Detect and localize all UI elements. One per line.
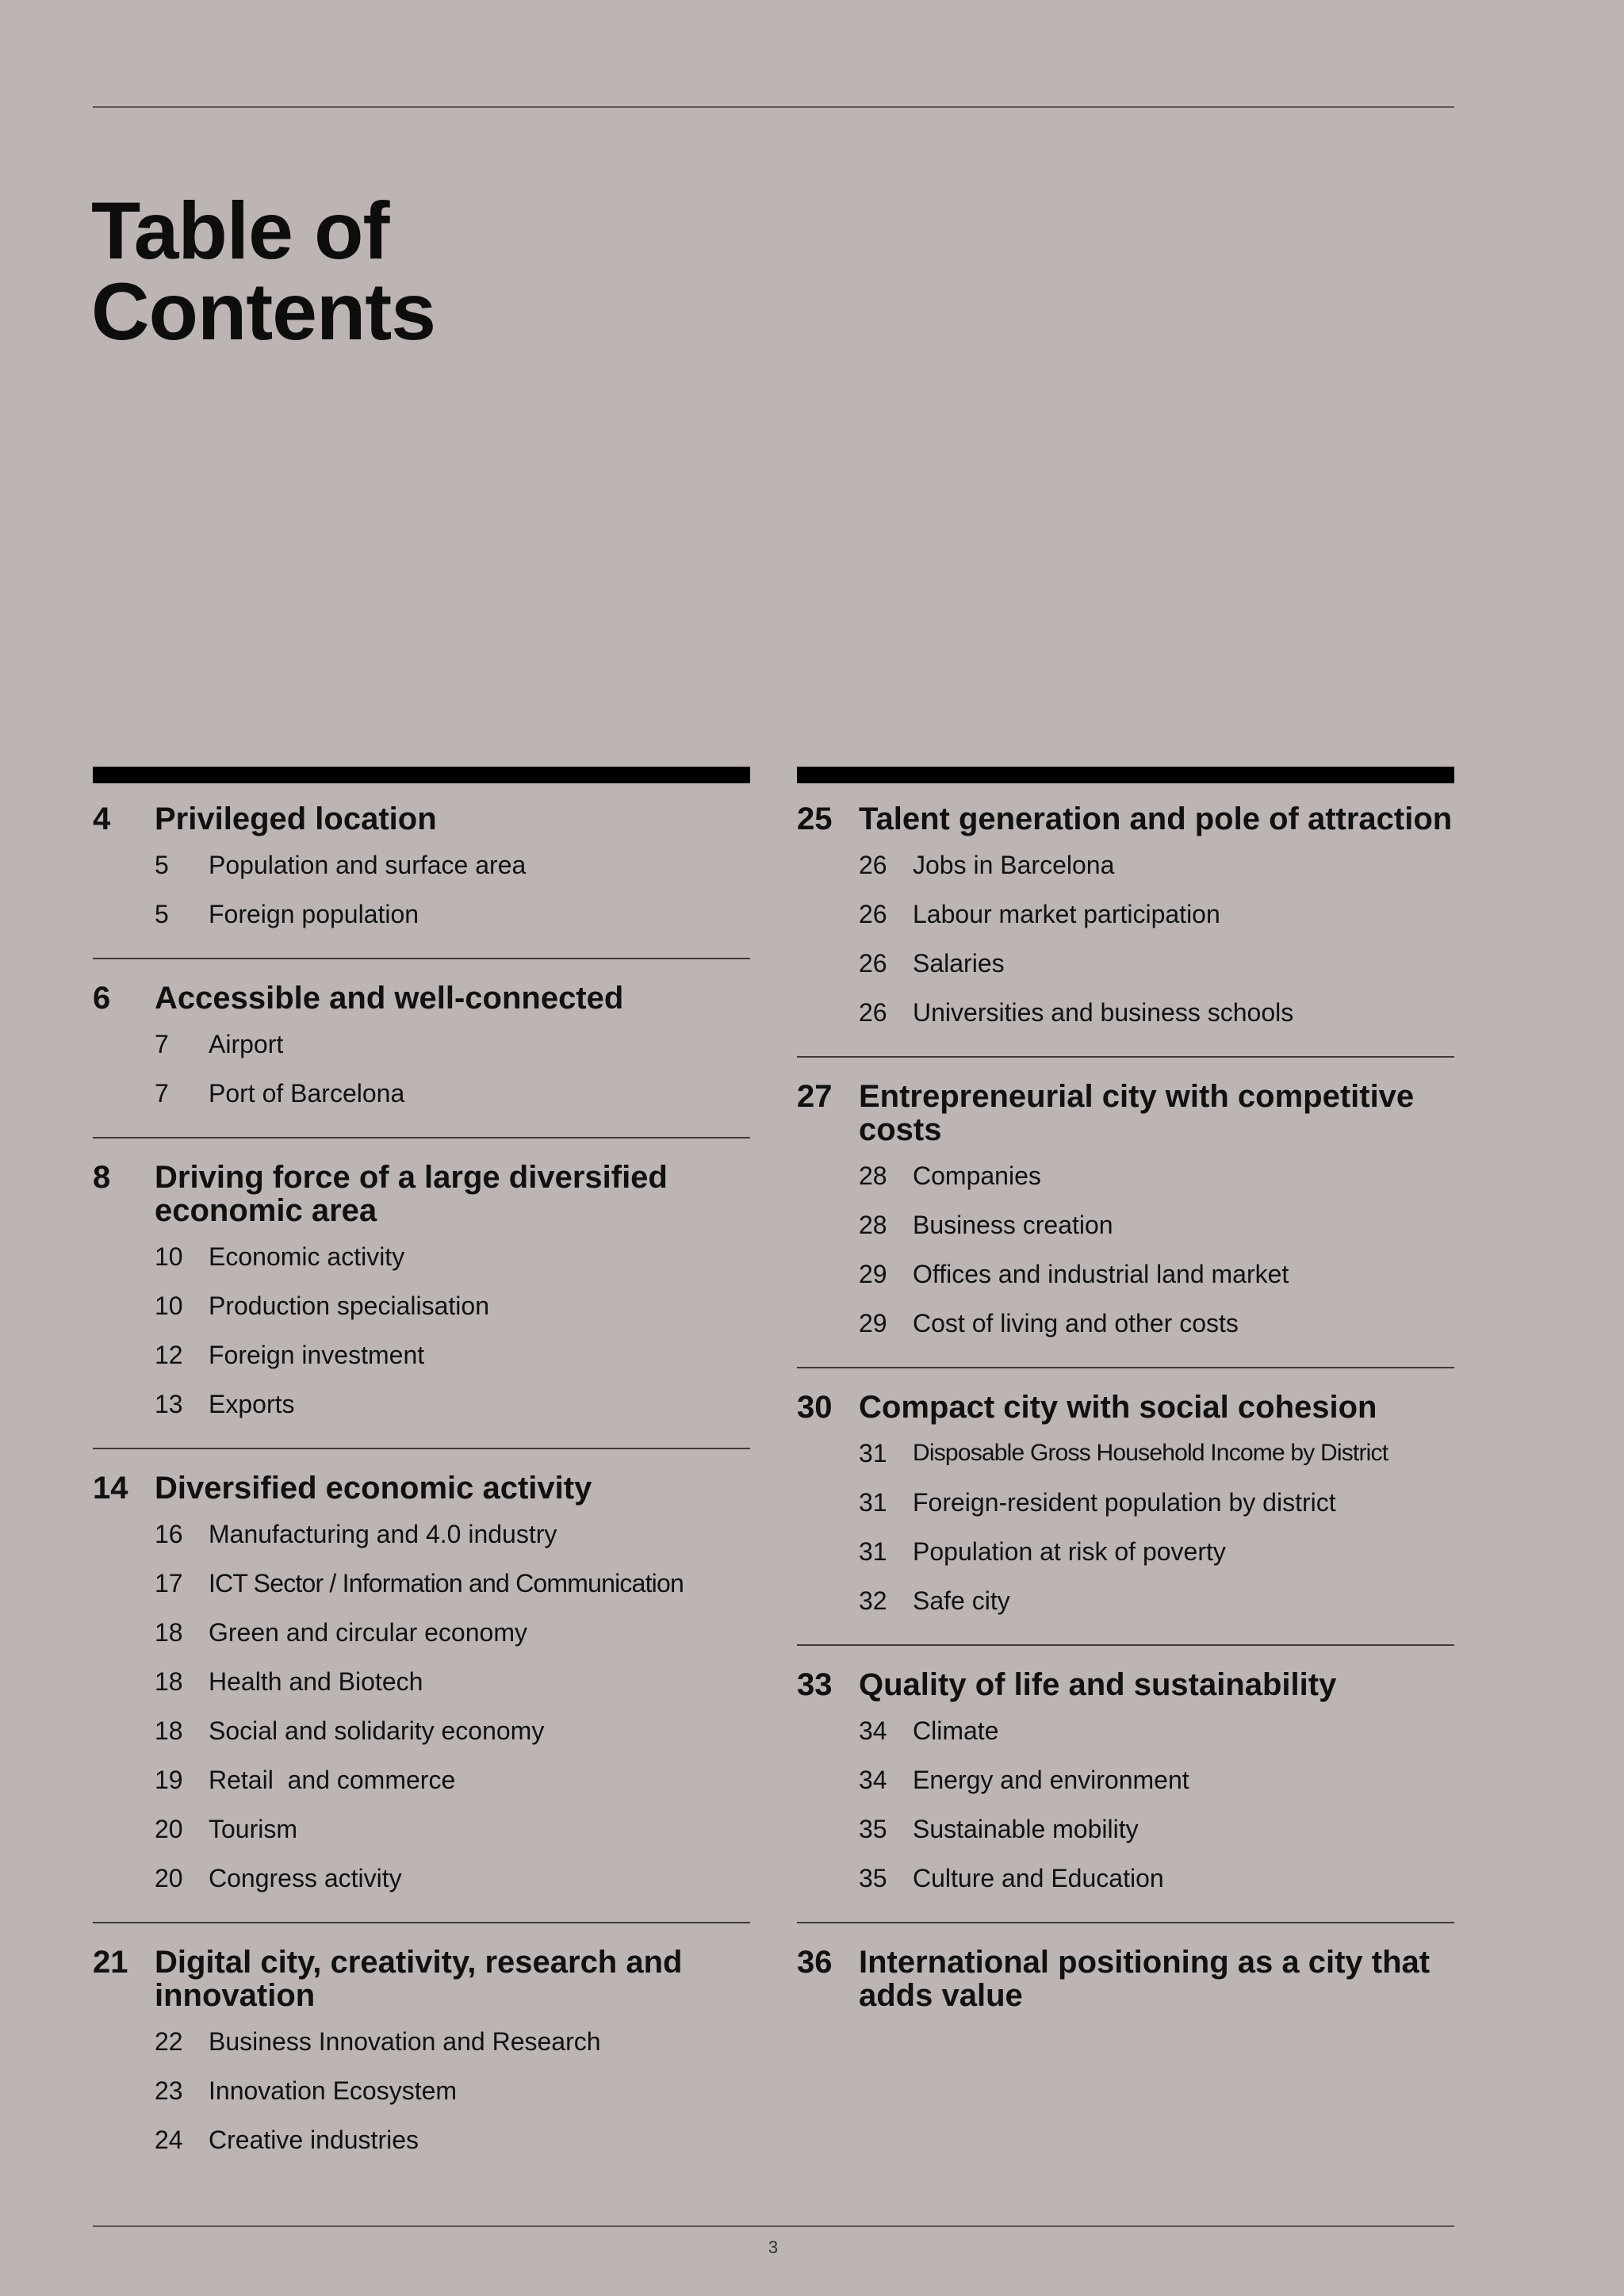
entry-page-number: 31: [859, 1487, 887, 1517]
section-page-number: 27: [797, 1079, 833, 1114]
section-page-number: 30: [797, 1390, 833, 1425]
toc-section: [93, 1161, 750, 1449]
entry-title: Population and surface area: [209, 850, 527, 879]
entry-title: Foreign investment: [209, 1340, 425, 1369]
section-page-number: 25: [797, 802, 833, 836]
toc-entry[interactable]: [797, 1478, 1454, 1527]
section-title: International positioning as a city that adds value: [859, 1945, 1431, 2013]
section-heading[interactable]: [797, 1080, 1454, 1146]
section-page-number: 21: [93, 1945, 128, 1980]
entry-page-number: 32: [859, 1586, 887, 1615]
toc-entry[interactable]: [797, 1200, 1454, 1249]
entry-title: Production specialisation: [209, 1291, 489, 1320]
entry-page-number: 20: [155, 1814, 183, 1843]
entry-title: Companies: [913, 1161, 1041, 1190]
section-title: Diversified economic activity: [155, 1471, 592, 1506]
entry-page-number: 5: [155, 850, 169, 879]
toc-entry[interactable]: [93, 1069, 750, 1118]
toc-column-right: [797, 767, 1454, 2058]
bottom-rule: [93, 2225, 1454, 2227]
entry-title: ICT Sector / Information and Communication: [209, 1568, 684, 1598]
entry-page-number: 34: [859, 1765, 887, 1794]
entry-page-number: 26: [859, 948, 887, 978]
section-heading[interactable]: [93, 1946, 750, 2012]
toc-entry[interactable]: [797, 840, 1454, 890]
toc-section: [797, 1080, 1454, 1368]
section-heading[interactable]: [797, 802, 1454, 836]
entry-page-number: 20: [155, 1863, 183, 1892]
section-title: Digital city, creativity, research and innovation: [155, 1945, 683, 2013]
toc-entry[interactable]: [93, 840, 750, 890]
entry-title: Safe city: [913, 1586, 1010, 1615]
toc-entry[interactable]: [93, 1510, 750, 1559]
section-heading[interactable]: [93, 982, 750, 1015]
entry-page-number: 10: [155, 1242, 183, 1271]
entry-page-number: 29: [859, 1308, 887, 1337]
toc-entry[interactable]: [93, 2115, 750, 2164]
entry-page-number: 24: [155, 2125, 183, 2154]
entry-page-number: 7: [155, 1078, 169, 1108]
section-title: Driving force of a large diversified economic area: [155, 1160, 668, 1228]
toc-entry[interactable]: [93, 1804, 750, 1854]
toc-entry[interactable]: [93, 1330, 750, 1380]
toc-section: [93, 802, 750, 959]
toc-entry[interactable]: [797, 1755, 1454, 1804]
section-heading[interactable]: [797, 1668, 1454, 1701]
toc-entry[interactable]: [797, 890, 1454, 939]
toc-section: [93, 1946, 750, 2183]
toc-entry[interactable]: [93, 1232, 750, 1281]
toc-entry[interactable]: [797, 1151, 1454, 1200]
entry-title: Green and circular economy: [209, 1617, 527, 1647]
entry-page-number: 23: [155, 2076, 183, 2105]
section-page-number: 14: [93, 1471, 128, 1506]
entry-title: Sustainable mobility: [913, 1814, 1139, 1843]
entry-title: Airport: [209, 1029, 284, 1058]
toc-entry[interactable]: [93, 890, 750, 939]
section-heading[interactable]: [93, 1471, 750, 1505]
entry-page-number: 35: [859, 1814, 887, 1843]
section-title: Entrepreneurial city with competitive costs: [859, 1079, 1415, 1147]
toc-entry[interactable]: [93, 1706, 750, 1755]
toc-entry[interactable]: [93, 1281, 750, 1330]
entry-title: Foreign population: [209, 899, 419, 928]
entry-title: Innovation Ecosystem: [209, 2076, 458, 2105]
toc-entry[interactable]: [93, 2066, 750, 2115]
section-page-number: 6: [93, 981, 111, 1016]
entry-page-number: 12: [155, 1340, 183, 1369]
entry-page-number: 26: [859, 850, 887, 879]
toc-section: [797, 1391, 1454, 1646]
entry-page-number: 18: [155, 1716, 183, 1745]
toc-section: [797, 1946, 1454, 2036]
entry-title: Labour market participation: [913, 899, 1220, 928]
toc-entry[interactable]: [797, 1804, 1454, 1854]
entry-title: Cost of living and other costs: [913, 1308, 1239, 1337]
page-title-line-1: Table of: [91, 186, 389, 276]
toc-entry[interactable]: [797, 939, 1454, 988]
top-rule: [93, 106, 1454, 108]
entry-page-number: 16: [155, 1519, 183, 1548]
entry-page-number: 35: [859, 1863, 887, 1892]
toc-entry[interactable]: [797, 1854, 1454, 1903]
toc-entry[interactable]: [797, 1429, 1454, 1478]
toc-entry[interactable]: [93, 1854, 750, 1903]
toc-column-left: [93, 767, 750, 2206]
entry-title: Jobs in Barcelona: [913, 850, 1115, 879]
toc-entry[interactable]: [93, 1559, 750, 1608]
entry-page-number: 10: [155, 1291, 183, 1320]
entry-page-number: 22: [155, 2026, 183, 2056]
entry-title: Retail and commerce: [209, 1765, 456, 1794]
entry-page-number: 34: [859, 1716, 887, 1745]
section-heading[interactable]: [797, 1391, 1454, 1424]
entry-title: Salaries: [913, 948, 1005, 978]
toc-section: [797, 1668, 1454, 1923]
entry-page-number: 31: [859, 1438, 887, 1468]
entry-page-number: 28: [859, 1161, 887, 1190]
entry-title: Business creation: [913, 1210, 1113, 1239]
toc-section: [93, 982, 750, 1138]
section-page-number: 8: [93, 1160, 111, 1195]
entry-title: Creative industries: [209, 2125, 419, 2154]
entry-page-number: 17: [155, 1568, 183, 1598]
section-page-number: 4: [93, 802, 111, 836]
entry-page-number: 31: [859, 1536, 887, 1566]
toc-section: [797, 802, 1454, 1058]
entry-title: Energy and environment: [913, 1765, 1189, 1794]
entry-page-number: 18: [155, 1617, 183, 1647]
entry-page-number: 18: [155, 1667, 183, 1696]
column-bar: [797, 767, 1454, 783]
toc-entry[interactable]: [93, 2017, 750, 2066]
entry-title: Foreign-resident population by district: [913, 1487, 1336, 1517]
toc-entry[interactable]: [797, 1527, 1454, 1576]
entry-title: Port of Barcelona: [209, 1078, 405, 1108]
toc-entry[interactable]: [797, 1706, 1454, 1755]
toc-entry[interactable]: [797, 1299, 1454, 1348]
section-page-number: 33: [797, 1667, 833, 1702]
toc-entry[interactable]: [797, 1249, 1454, 1299]
section-heading[interactable]: [797, 1946, 1454, 2012]
toc-section: [93, 1471, 750, 1923]
entry-page-number: 13: [155, 1389, 183, 1418]
section-title: Privileged location: [155, 802, 437, 836]
entry-page-number: 26: [859, 899, 887, 928]
column-bar: [93, 767, 750, 783]
section-heading[interactable]: [93, 1161, 750, 1227]
entry-page-number: 19: [155, 1765, 183, 1794]
section-title: Talent generation and pole of attraction: [859, 802, 1453, 836]
toc-entry[interactable]: [93, 1755, 750, 1804]
entry-title: Population at risk of poverty: [913, 1536, 1226, 1566]
toc-entry[interactable]: [93, 1657, 750, 1706]
entry-title: Exports: [209, 1389, 295, 1418]
entry-page-number: 5: [155, 899, 169, 928]
entry-title: Manufacturing and 4.0 industry: [209, 1519, 557, 1548]
section-title: Accessible and well-connected: [155, 981, 624, 1016]
entry-page-number: 28: [859, 1210, 887, 1239]
toc-entry[interactable]: [93, 1380, 750, 1429]
entry-title: Climate: [913, 1716, 999, 1745]
entry-page-number: 7: [155, 1029, 169, 1058]
entry-title: Culture and Education: [913, 1863, 1164, 1892]
section-title: Compact city with social cohesion: [859, 1390, 1377, 1425]
entry-title: Tourism: [209, 1814, 298, 1843]
toc-entry[interactable]: [93, 1020, 750, 1069]
entry-title: Social and solidarity economy: [209, 1716, 545, 1745]
entry-title: Disposable Gross Household Income by District: [913, 1440, 1388, 1466]
section-page-number: 36: [797, 1945, 833, 1980]
entry-title: Universities and business schools: [913, 997, 1294, 1027]
entry-title: Congress activity: [209, 1863, 402, 1892]
entry-title: Business Innovation and Research: [209, 2026, 601, 2056]
section-title: Quality of life and sustainability: [859, 1667, 1337, 1702]
entry-title: Economic activity: [209, 1242, 405, 1271]
page-title: [91, 186, 435, 357]
entry-title: Health and Biotech: [209, 1667, 423, 1696]
entry-page-number: 29: [859, 1259, 887, 1288]
entry-title: Offices and industrial land market: [913, 1259, 1289, 1288]
section-heading[interactable]: [93, 802, 750, 836]
page-title-line-2: Contents: [91, 266, 435, 357]
toc-entry[interactable]: [797, 1576, 1454, 1625]
toc-entry[interactable]: [797, 988, 1454, 1037]
toc-entry[interactable]: [93, 1608, 750, 1657]
page-number: 3: [768, 2237, 779, 2257]
entry-page-number: 26: [859, 997, 887, 1027]
